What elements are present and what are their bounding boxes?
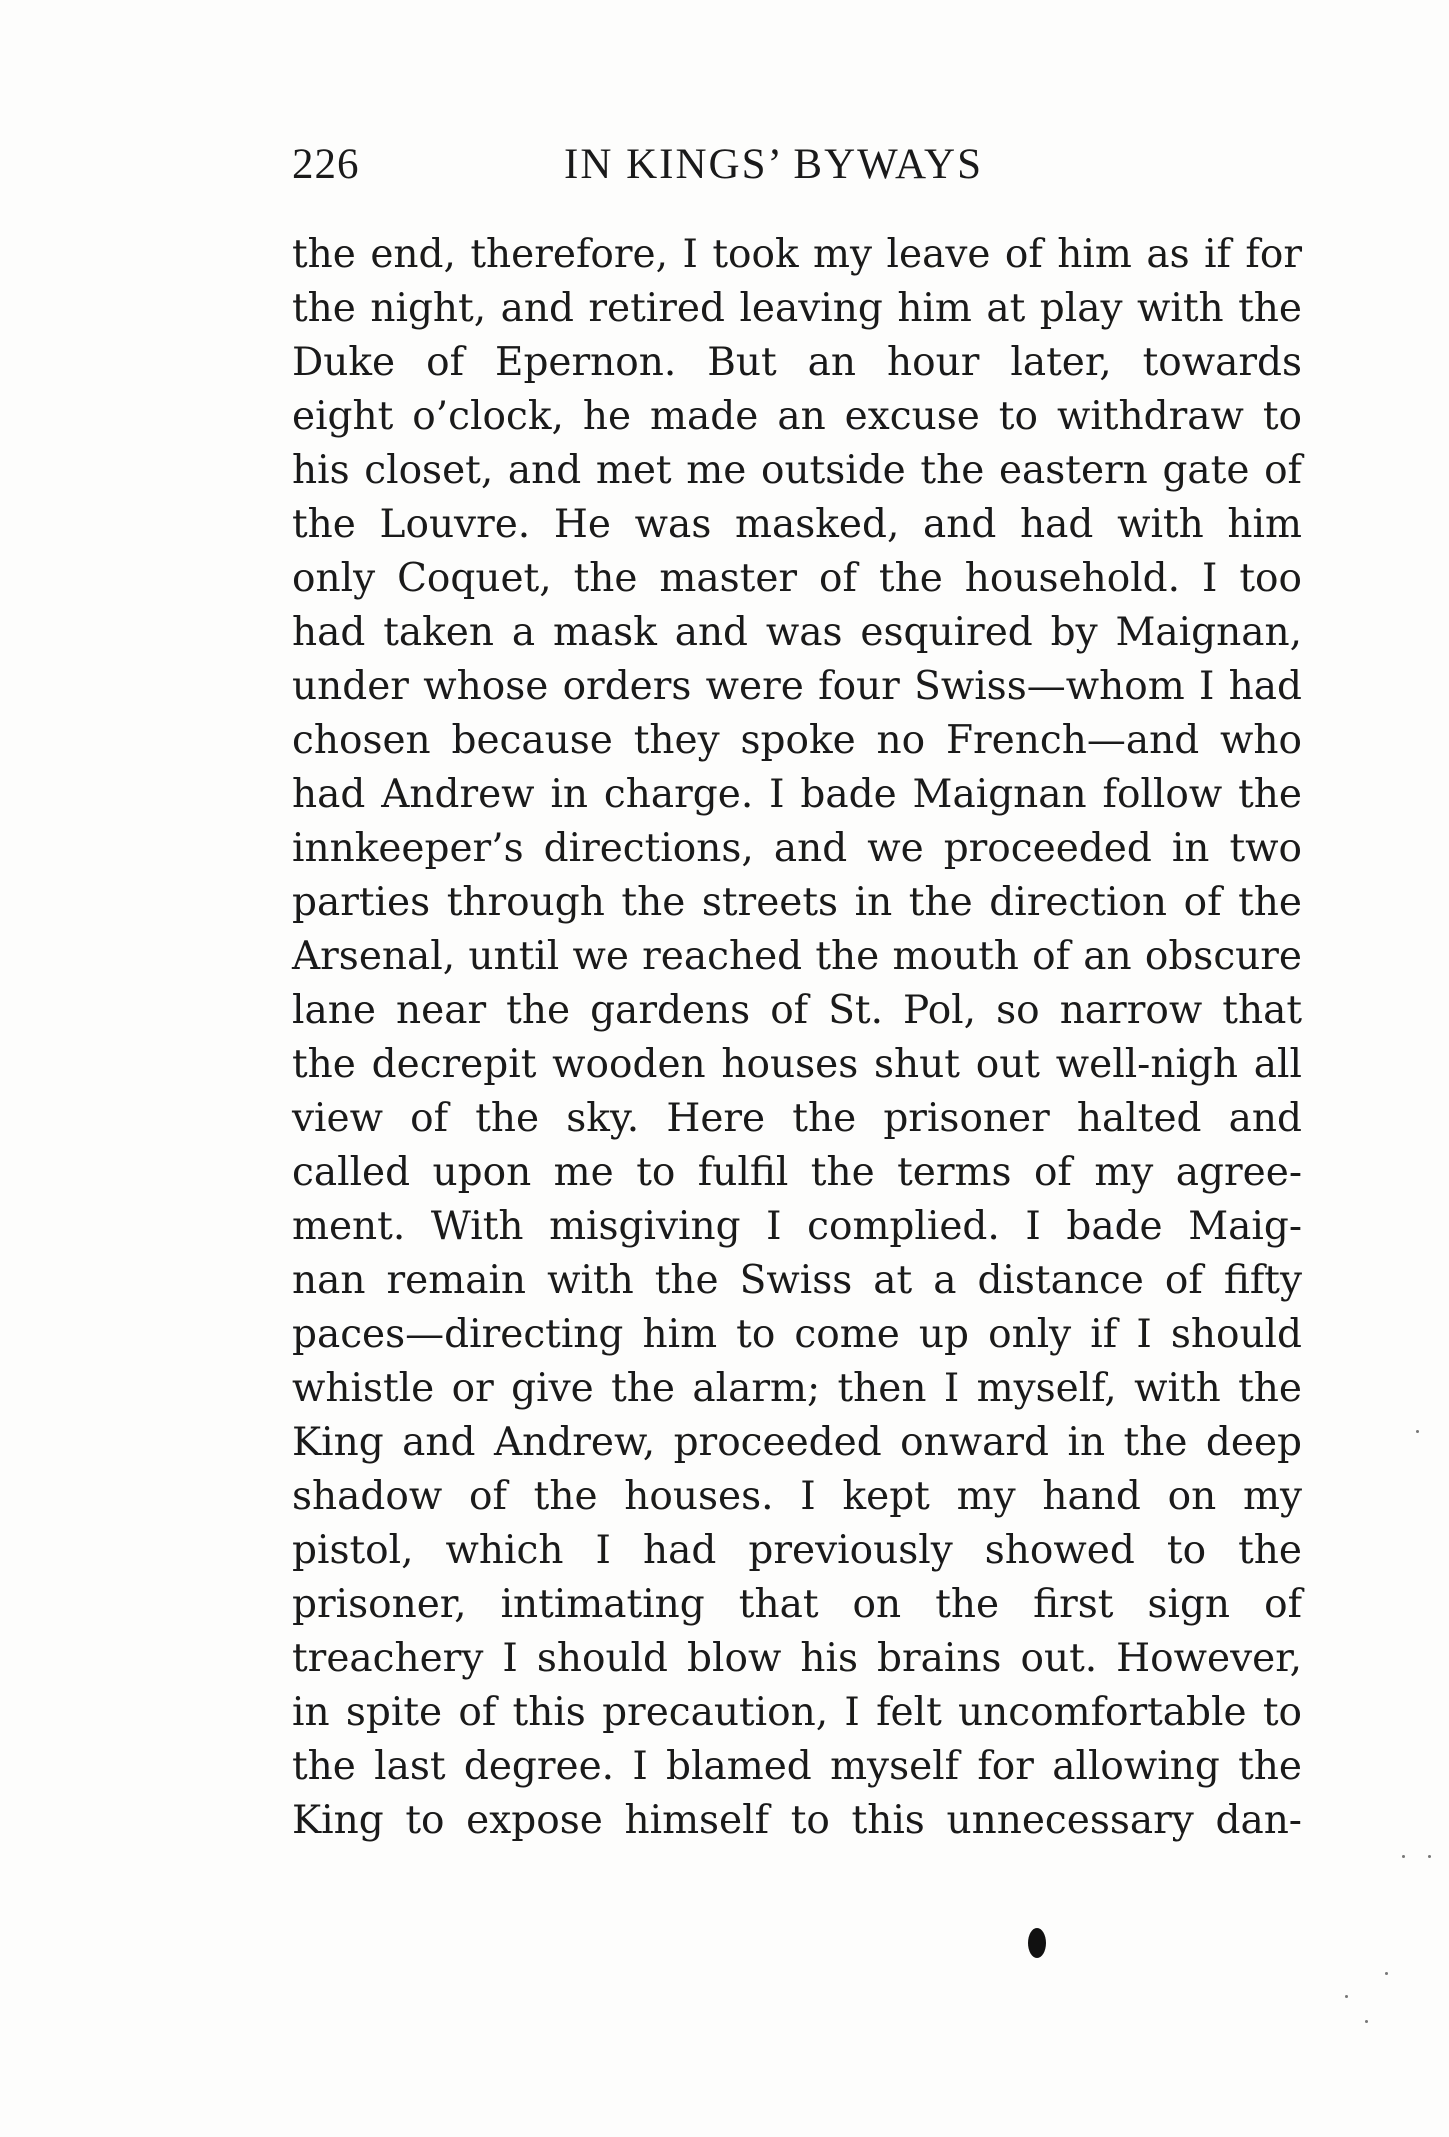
text-line: eight o’clock, he made an excuse to withdraw to: [292, 394, 1302, 439]
running-header: [292, 140, 1312, 200]
text-line: the last degree. I blamed myself for allowing the: [292, 1744, 1302, 1789]
paper-speck: [1365, 2020, 1368, 2023]
text-line: innkeeper’s directions, and we proceeded in two: [292, 826, 1302, 871]
text-line: called upon me to fulfil the terms of my agree-: [292, 1150, 1302, 1195]
paper-speck: [1428, 1855, 1431, 1858]
text-line: King and Andrew, proceeded onward in the deep: [292, 1420, 1302, 1465]
text-line: his closet, and met me outside the eastern gate of: [292, 448, 1302, 493]
running-title: IN KINGS’ BYWAYS: [564, 141, 984, 188]
text-line: view of the sky. Here the prisoner halted and: [292, 1096, 1302, 1141]
paper-speck: [1402, 1855, 1405, 1858]
text-line: in spite of this precaution, I felt uncomfortable to: [292, 1690, 1302, 1735]
text-line: treachery I should blow his brains out. However,: [292, 1636, 1302, 1681]
text-line: pistol, which I had previously showed to the: [292, 1528, 1302, 1573]
paper-speck: [1385, 1972, 1388, 1975]
text-line: Arsenal, until we reached the mouth of an obscure: [292, 934, 1302, 979]
paper-speck: [1416, 1430, 1419, 1433]
text-line: nan remain with the Swiss at a distance of fifty: [292, 1258, 1302, 1303]
text-line: ment. With misgiving I complied. I bade Maig-: [292, 1204, 1302, 1249]
text-line: shadow of the houses. I kept my hand on my: [292, 1474, 1302, 1519]
text-line: King to expose himself to this unnecessary dan-: [292, 1798, 1302, 1843]
paper-speck: [1345, 1995, 1348, 1998]
text-line: paces—directing him to come up only if I should: [292, 1312, 1302, 1357]
ink-blot: [1028, 1928, 1046, 1958]
page-number: 226: [292, 141, 360, 188]
text-line: chosen because they spoke no French—and who: [292, 718, 1302, 763]
text-line: the night, and retired leaving him at play with the: [292, 286, 1302, 331]
text-line: had taken a mask and was esquired by Maignan,: [292, 610, 1302, 655]
text-line: under whose orders were four Swiss—whom I had: [292, 664, 1302, 709]
text-line: Duke of Epernon. But an hour later, towards: [292, 340, 1302, 385]
text-line: only Coquet, the master of the household. I too: [292, 556, 1302, 601]
body-paragraph: [292, 228, 1302, 1848]
text-line: lane near the gardens of St. Pol, so narrow that: [292, 988, 1302, 1033]
text-line: the Louvre. He was masked, and had with him: [292, 502, 1302, 547]
text-line: prisoner, intimating that on the first sign of: [292, 1582, 1302, 1627]
text-line: parties through the streets in the direction of the: [292, 880, 1302, 925]
text-line: the end, therefore, I took my leave of him as if for: [292, 232, 1302, 277]
text-line: had Andrew in charge. I bade Maignan follow the: [292, 772, 1302, 817]
text-line: whistle or give the alarm; then I myself, with the: [292, 1366, 1302, 1411]
text-line: the decrepit wooden houses shut out well-nigh all: [292, 1042, 1302, 1087]
